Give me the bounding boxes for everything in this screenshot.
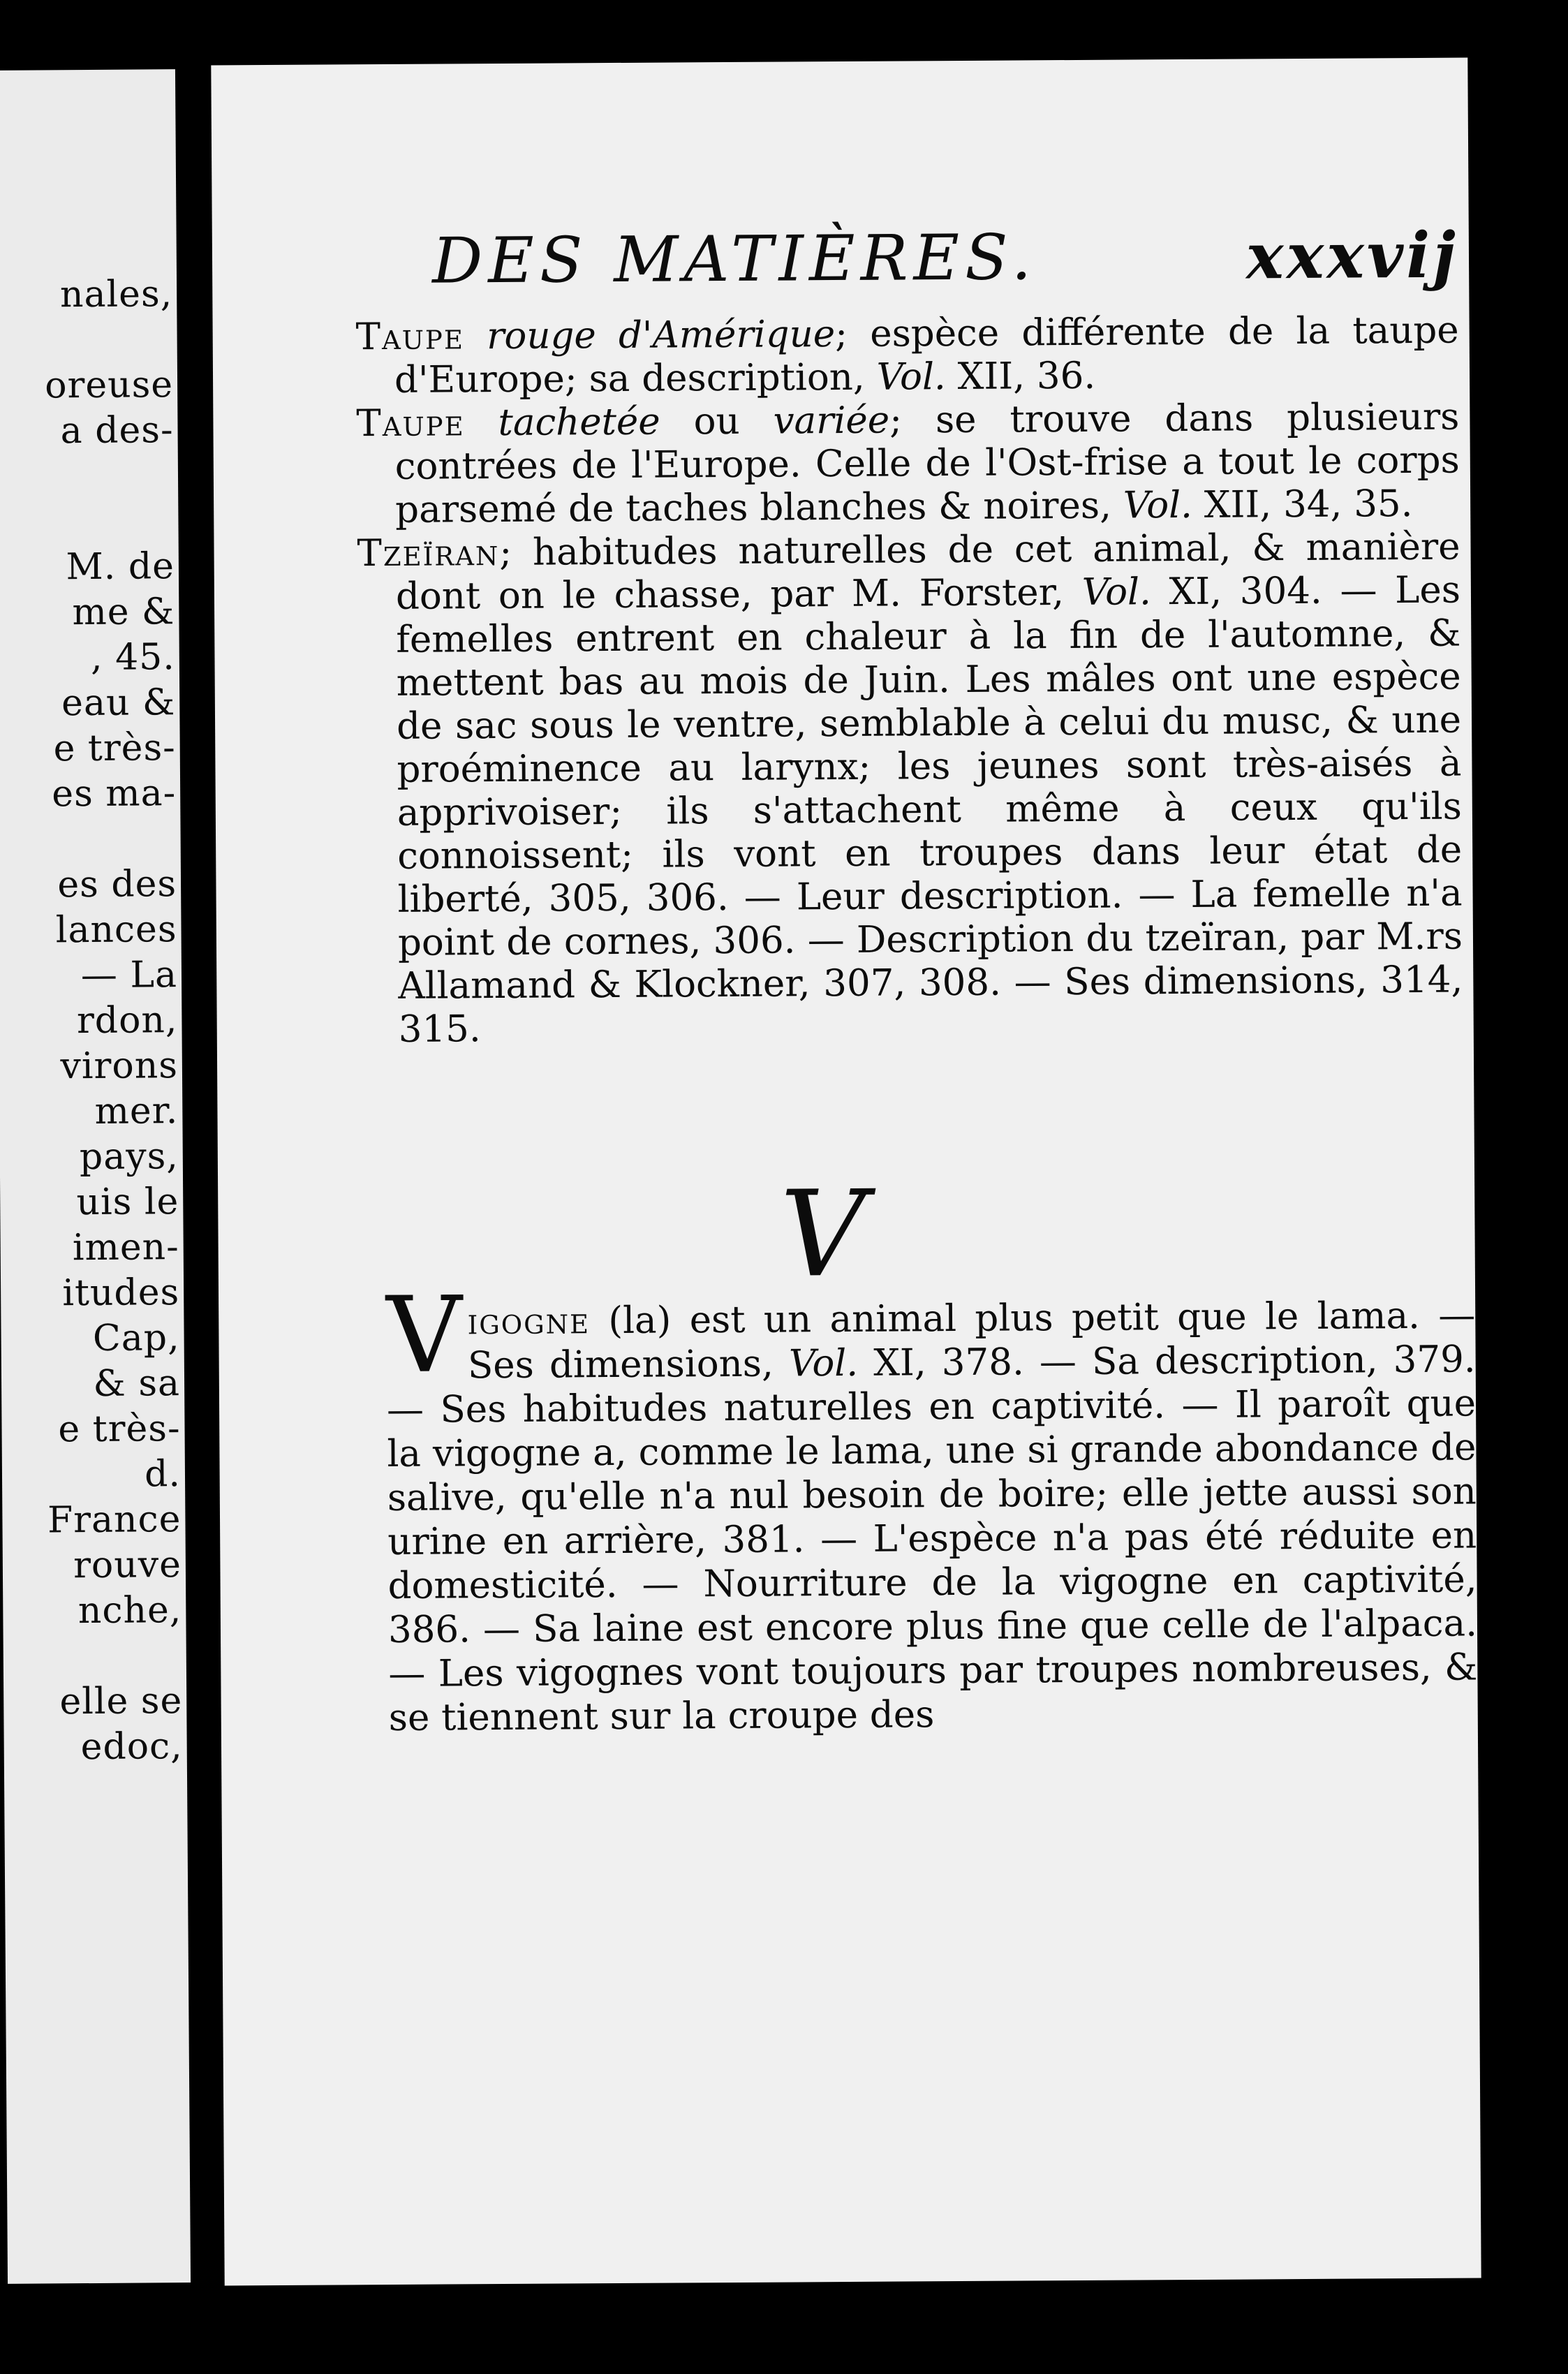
vol-label: Vol. [1123, 483, 1193, 527]
vol-label: Vol. [1081, 570, 1152, 614]
left-line-fragment: rouve [73, 1544, 182, 1587]
right-page [211, 58, 1481, 2286]
headword: Taupe [356, 401, 465, 445]
reference: XII, 34, 35. [1204, 482, 1413, 526]
left-line-fragment: es ma- [52, 772, 177, 816]
qualifier: tachetée [498, 400, 660, 445]
left-line-fragment: es des [57, 863, 177, 906]
left-line-fragment: nche, [77, 1589, 182, 1632]
running-head [432, 219, 1459, 298]
left-line-fragment: , 45. [90, 636, 176, 679]
left-line-fragment: rdon, [76, 999, 178, 1042]
left-line-fragment: — La [80, 954, 178, 997]
connector: ou [693, 399, 740, 443]
left-line-fragment [39, 317, 173, 363]
running-head-title: DES MATIÈRES. [431, 221, 1037, 298]
entry-taupe-tachetee [356, 396, 1460, 533]
left-line-fragment: a des- [60, 409, 174, 452]
headword: Tzeïran [357, 531, 500, 575]
vol-label: Vol. [876, 355, 946, 399]
left-page-text [39, 272, 183, 1770]
entry-text: ; espèce différente de la taupe d'Europe; sa description, [394, 309, 1459, 401]
entry-text-continued: XI, 378. — Sa description, 379. — Ses habitudes naturelles en captivité. — Il paroît que la vigogne a, comme le lama, une si grande abondance de salive, qu'elle n'a nul besoin de boire; elle jette aussi son urine en arrière, 381. — L'espèce n'a pas été réduite en domesticité. — Nourriture de la vigogne en captivité, 386. — Sa laine est encore plus fine que celle de l'alpaca. — Les vigognes vont toujours par troupes nombreuses, & se tiennent sur la croupe des [386, 1338, 1478, 1740]
left-line-fragment [43, 816, 177, 862]
left-line-fragment [48, 1633, 182, 1679]
left-line-fragment: oreuse [44, 364, 174, 407]
left-line-fragment: eau & [61, 681, 176, 725]
entry-taupe-rouge [355, 309, 1459, 403]
left-line-fragment: lances [55, 908, 177, 952]
drop-cap: V [385, 1274, 463, 1397]
left-line-fragment: d. [144, 1453, 182, 1496]
left-line-fragment: pays, [79, 1135, 179, 1179]
left-line-fragment: virons [60, 1045, 179, 1088]
vol-label: Vol. [788, 1341, 859, 1385]
left-line-fragment: itudes [62, 1271, 180, 1315]
entry-tzeiran [357, 526, 1463, 1052]
left-page [0, 69, 191, 2284]
left-line-fragment: elle se [59, 1680, 183, 1723]
left-line-fragment: me & [72, 591, 175, 634]
entry-text: (la) est un animal plus petit que le lama. — Ses dimensions, [467, 1294, 1476, 1387]
left-line-fragment: nales, [59, 273, 173, 316]
left-line-fragment: & sa [93, 1362, 181, 1405]
left-line-fragment: edoc, [80, 1725, 183, 1769]
left-line-fragment: e très- [58, 1408, 181, 1451]
section-letter: V [779, 1165, 866, 1304]
headword: igogne [467, 1299, 591, 1343]
headword: Taupe [355, 315, 465, 359]
entries-t [355, 309, 1463, 1052]
left-line-fragment: France [47, 1498, 182, 1542]
left-line-fragment: imen- [72, 1226, 179, 1269]
left-line-fragment: Cap, [92, 1317, 180, 1359]
left-line-fragment: mer. [94, 1090, 179, 1133]
entry-text-continued: XI, 304. — Les femelles entrent en chaleur à la fin de l'automne, & mettent bas au mois de Juin. Les mâles ont une espèce de sac sous le ventre, semblable à celui du musc, & une proéminence au larynx; les jeunes sont très-aisés à apprivoiser; ils s'attachent même à ceux qu'ils connoissent; ils vont en troupes dans leur état de liberté, 305, 306. — Leur description. — La femelle n'a point de cornes, 306. — Description du tzeïran, par M.rs Allamand & Klockner, 307, 308. — Ses dimensions, 314, 315. [396, 568, 1463, 1051]
left-line-fragment [40, 499, 175, 545]
left-line-fragment: e très- [53, 727, 176, 770]
left-line-fragment [40, 453, 174, 499]
reference: XII, 36. [957, 354, 1096, 399]
page-folio: xxxvij [1245, 218, 1459, 294]
left-line-fragment: M. de [66, 545, 175, 589]
qualifier: rouge d'Amérique [486, 313, 836, 358]
entry-vigogne [385, 1274, 1478, 1740]
entry-text: ; se trouve dans plusieurs contrées de l'Europe. Celle de l'Ost-frise a tout le corps parsemé de taches blanches & noires, [394, 395, 1460, 531]
left-line-fragment: uis le [76, 1181, 179, 1224]
entry-text: ; habitudes naturelles de cet animal, & manière dont on le chasse, par M. Forster, [395, 525, 1460, 618]
qualifier-2: variée [773, 399, 890, 443]
